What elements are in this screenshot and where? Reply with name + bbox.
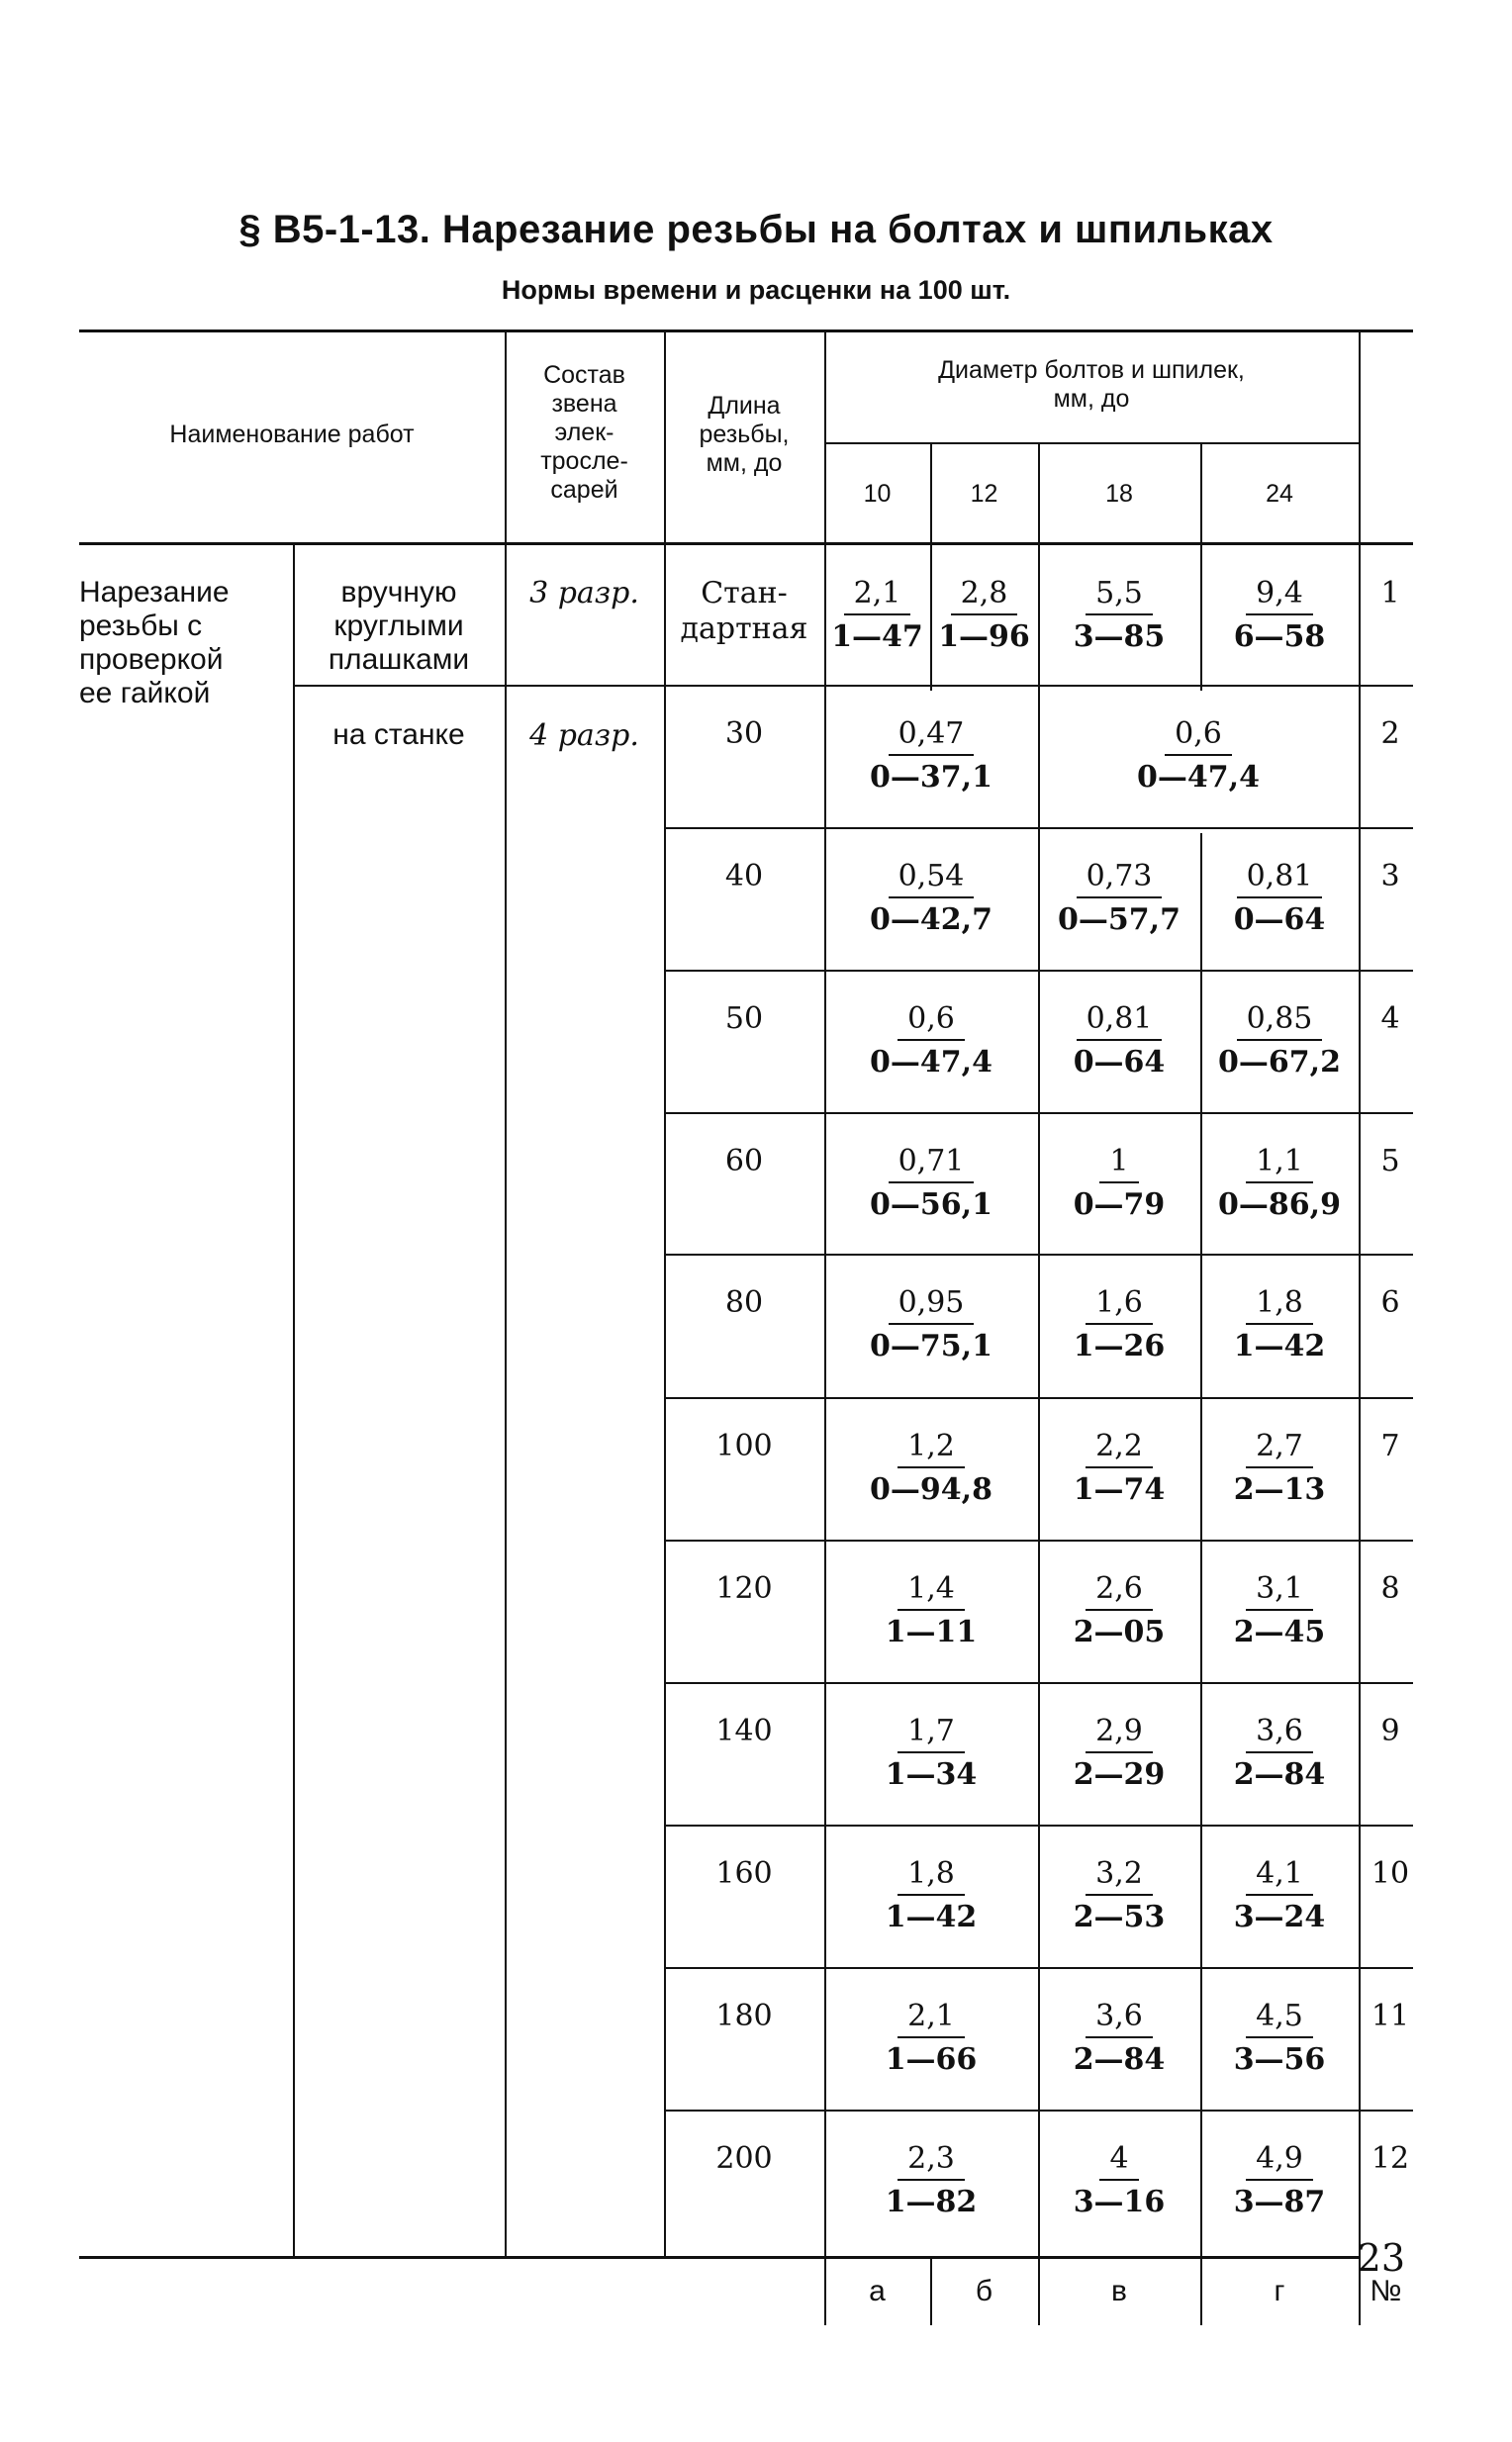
rate-cell — [1200, 1856, 1359, 1935]
price-rate: 2—13 — [1233, 1472, 1326, 1507]
table-rule — [664, 827, 1413, 829]
table-rule — [505, 542, 507, 2256]
price-rate: 1—96 — [938, 619, 1030, 654]
time-norm: 2,1 — [844, 576, 911, 615]
header-diameter-10: 10 — [863, 480, 892, 508]
time-norm: 3,1 — [1246, 1571, 1313, 1611]
rate-cell — [1200, 1285, 1359, 1364]
rate-cell — [1200, 1571, 1359, 1650]
time-norm: 0,81 — [1237, 859, 1323, 898]
work-manual: круглыми — [333, 610, 464, 642]
price-rate: 0—64 — [1073, 1045, 1166, 1080]
header-diameter: Диаметр болтов и шпилек, — [938, 356, 1245, 384]
rate-cell — [1038, 2141, 1200, 2220]
table-rule — [293, 542, 295, 2256]
time-norm: 0,71 — [889, 1144, 975, 1183]
time-norm: 0,95 — [889, 1285, 975, 1325]
price-rate: 1—11 — [885, 1615, 978, 1649]
rate-cell — [824, 1714, 1038, 1793]
rate-cell — [1200, 859, 1359, 938]
thread-length: 200 — [715, 2141, 773, 2176]
time-norm: 1,2 — [898, 1429, 965, 1468]
rate-cell — [1038, 716, 1359, 796]
row-number: 7 — [1380, 1429, 1400, 1463]
time-norm: 1,1 — [1246, 1144, 1313, 1183]
header-length: резьбы, — [699, 421, 790, 448]
header-crew: Состав — [543, 361, 625, 389]
rate-cell — [1038, 1144, 1200, 1223]
crew-machine: 4 разр. — [529, 718, 639, 753]
time-norm: 2,6 — [1086, 1571, 1153, 1611]
column-code: в — [1111, 2275, 1127, 2307]
price-rate: 3—87 — [1233, 2185, 1326, 2219]
rate-cell — [1200, 1714, 1359, 1793]
time-norm: 0,47 — [889, 716, 975, 756]
column-code: г — [1274, 2275, 1285, 2307]
rate-cell — [824, 1856, 1038, 1935]
row-number: 1 — [1380, 576, 1400, 610]
thread-length: 140 — [715, 1714, 773, 1748]
row-number: 4 — [1380, 1001, 1400, 1036]
price-rate: 1—34 — [885, 1757, 978, 1792]
time-norm: 2,7 — [1246, 1429, 1313, 1468]
price-rate: 2—53 — [1073, 1900, 1166, 1934]
price-rate: 0—86,9 — [1218, 1187, 1341, 1222]
thread-length: 60 — [724, 1144, 764, 1178]
column-code: № — [1370, 2275, 1402, 2307]
price-rate: 1—42 — [885, 1900, 978, 1934]
time-norm: 2,3 — [898, 2141, 965, 2181]
price-rate: 6—58 — [1233, 619, 1326, 654]
page-number: 23 — [1357, 2236, 1405, 2280]
header-diameter-24: 24 — [1266, 480, 1293, 508]
work-name: проверкой — [79, 643, 224, 676]
rate-cell — [1200, 576, 1359, 655]
table-rule — [664, 1682, 1413, 1684]
rate-cell — [824, 2141, 1038, 2220]
rate-cell — [824, 1001, 1038, 1080]
time-norm: 2,9 — [1086, 1714, 1153, 1753]
rate-cell — [1200, 1001, 1359, 1080]
time-norm: 0,85 — [1237, 1001, 1323, 1041]
work-name: ее гайкой — [79, 677, 211, 709]
time-norm: 4,5 — [1246, 1999, 1313, 2038]
time-norm: 4,1 — [1246, 1856, 1313, 1896]
rate-cell — [1200, 2141, 1359, 2220]
diameter-split-rule — [824, 442, 1359, 444]
row-number: 10 — [1370, 1856, 1410, 1891]
price-rate: 0—67,2 — [1218, 1045, 1341, 1080]
table-subtitle: Нормы времени и расценки на 100 шт. — [501, 275, 1011, 305]
table-rule — [1359, 329, 1361, 542]
table-rule — [664, 1825, 1413, 1827]
price-rate: 1—66 — [885, 2042, 978, 2077]
rate-cell — [824, 576, 930, 655]
row-number: 2 — [1380, 716, 1400, 751]
price-rate: 2—05 — [1073, 1615, 1166, 1649]
table-rule — [664, 2110, 1413, 2112]
table-rule — [664, 1397, 1413, 1399]
table-rule — [664, 1254, 1413, 1256]
price-rate: 1—26 — [1073, 1329, 1166, 1363]
work-name: Нарезание — [79, 576, 230, 609]
time-norm: 1,7 — [898, 1714, 965, 1753]
row-number: 12 — [1370, 2141, 1410, 2176]
price-rate: 0—47,4 — [870, 1045, 992, 1080]
header-work-name: Наименование работ — [169, 421, 415, 448]
time-norm: 3,6 — [1086, 1999, 1153, 2038]
time-norm: 3,6 — [1246, 1714, 1313, 1753]
header-length: мм, до — [706, 449, 783, 477]
header-diameter-18: 18 — [1105, 480, 1133, 508]
price-rate: 0—56,1 — [870, 1187, 992, 1222]
price-rate: 1—47 — [831, 619, 923, 654]
thread-length: 40 — [724, 859, 764, 893]
time-norm: 0,6 — [1165, 716, 1232, 756]
crew-manual: 3 разр. — [529, 576, 639, 610]
time-norm: 5,5 — [1086, 576, 1153, 615]
rate-cell — [1038, 1714, 1200, 1793]
table-rule — [664, 1967, 1413, 1969]
price-rate: 0—37,1 — [870, 760, 992, 795]
rate-cell — [1038, 1001, 1200, 1080]
table-rule — [664, 1540, 1413, 1542]
time-norm: 1 — [1099, 1144, 1138, 1183]
rate-cell — [824, 1429, 1038, 1508]
rate-cell — [1038, 1285, 1200, 1364]
work-manual: вручную — [340, 576, 457, 609]
price-rate: 3—16 — [1073, 2185, 1166, 2219]
price-rate: 2—29 — [1073, 1757, 1166, 1792]
table-top-rule — [79, 329, 1413, 332]
column-code: б — [975, 2275, 993, 2307]
price-rate: 0—47,4 — [1137, 760, 1260, 795]
rate-cell — [1038, 1571, 1200, 1650]
rate-cell — [824, 716, 1038, 796]
header-bottom-rule — [79, 542, 1413, 545]
header-crew: сарей — [550, 476, 618, 504]
price-rate: 2—84 — [1073, 2042, 1166, 2077]
table-rule — [664, 1112, 1413, 1114]
row-number: 6 — [1380, 1285, 1400, 1320]
price-rate: 0—42,7 — [870, 902, 992, 937]
price-rate: 2—45 — [1233, 1615, 1326, 1649]
rate-cell — [930, 576, 1038, 655]
thread-length: 100 — [715, 1429, 773, 1463]
time-norm: 1,4 — [898, 1571, 965, 1611]
price-rate: 0—64 — [1233, 902, 1326, 937]
work-manual: плашками — [328, 643, 470, 676]
time-norm: 4,9 — [1246, 2141, 1313, 2181]
header-crew: элек- — [554, 419, 614, 446]
rate-cell — [824, 1144, 1038, 1223]
header-diameter: мм, до — [1053, 385, 1130, 413]
row-number: 5 — [1380, 1144, 1400, 1178]
rate-cell — [1200, 1999, 1359, 2078]
price-rate: 0—75,1 — [870, 1329, 992, 1363]
time-norm: 1,6 — [1086, 1285, 1153, 1325]
thread-length: 160 — [715, 1856, 773, 1891]
price-rate: 3—85 — [1073, 619, 1166, 654]
price-rate: 3—24 — [1233, 1900, 1326, 1934]
table-rule — [293, 685, 664, 687]
rate-cell — [1038, 1856, 1200, 1935]
row-number: 3 — [1380, 859, 1400, 893]
time-norm: 2,2 — [1086, 1429, 1153, 1468]
time-norm: 1,8 — [898, 1856, 965, 1896]
rate-cell — [824, 1999, 1038, 2078]
price-rate: 1—42 — [1233, 1329, 1326, 1363]
header-crew: тросле- — [540, 447, 628, 475]
header-crew: звена — [551, 390, 617, 418]
time-norm: 0,81 — [1077, 1001, 1163, 1041]
thread-length: 180 — [715, 1999, 773, 2033]
time-norm: 2,8 — [951, 576, 1018, 615]
row-number: 9 — [1380, 1714, 1400, 1748]
time-norm: 4 — [1099, 2141, 1138, 2181]
thread-length: Стан- — [701, 576, 788, 610]
header-diameter-12: 12 — [970, 480, 998, 508]
rate-cell — [1038, 1429, 1200, 1508]
price-rate: 0—94,8 — [870, 1472, 992, 1507]
price-rate: 0—57,7 — [1058, 902, 1181, 937]
rate-cell — [1038, 859, 1200, 938]
rate-cell — [1038, 1999, 1200, 2078]
rate-cell — [1038, 576, 1200, 655]
work-name: резьбы с — [79, 610, 203, 642]
table-rule — [664, 685, 1413, 687]
header-length: Длина — [708, 392, 781, 420]
table-rule — [664, 970, 1413, 972]
price-rate: 1—74 — [1073, 1472, 1166, 1507]
thread-length: 30 — [724, 716, 764, 751]
price-rate: 3—56 — [1233, 2042, 1326, 2077]
time-norm: 2,1 — [898, 1999, 965, 2038]
time-norm: 0,6 — [898, 1001, 965, 1041]
row-number: 8 — [1380, 1571, 1400, 1606]
time-norm: 0,54 — [889, 859, 975, 898]
time-norm: 3,2 — [1086, 1856, 1153, 1896]
rate-cell — [824, 1571, 1038, 1650]
price-rate: 0—79 — [1073, 1187, 1166, 1222]
column-code: а — [869, 2275, 886, 2307]
rate-cell — [1200, 1144, 1359, 1223]
rate-cell — [1200, 1429, 1359, 1508]
thread-length: дартная — [680, 611, 808, 646]
work-machine: на станке — [332, 718, 465, 751]
thread-length: 120 — [715, 1571, 773, 1606]
time-norm: 9,4 — [1246, 576, 1313, 615]
thread-length: 80 — [724, 1285, 764, 1320]
row-number: 11 — [1370, 1999, 1410, 2033]
time-norm: 1,8 — [1246, 1285, 1313, 1325]
rate-cell — [824, 859, 1038, 938]
time-norm: 0,73 — [1077, 859, 1163, 898]
price-rate: 2—84 — [1233, 1757, 1326, 1792]
rate-cell — [824, 1285, 1038, 1364]
thread-length: 50 — [724, 1001, 764, 1036]
price-rate: 1—82 — [885, 2185, 978, 2219]
table-bottom-rule — [79, 2256, 1359, 2259]
section-title: § В5-1-13. Нарезание резьбы на болтах и шпильках — [238, 208, 1274, 251]
